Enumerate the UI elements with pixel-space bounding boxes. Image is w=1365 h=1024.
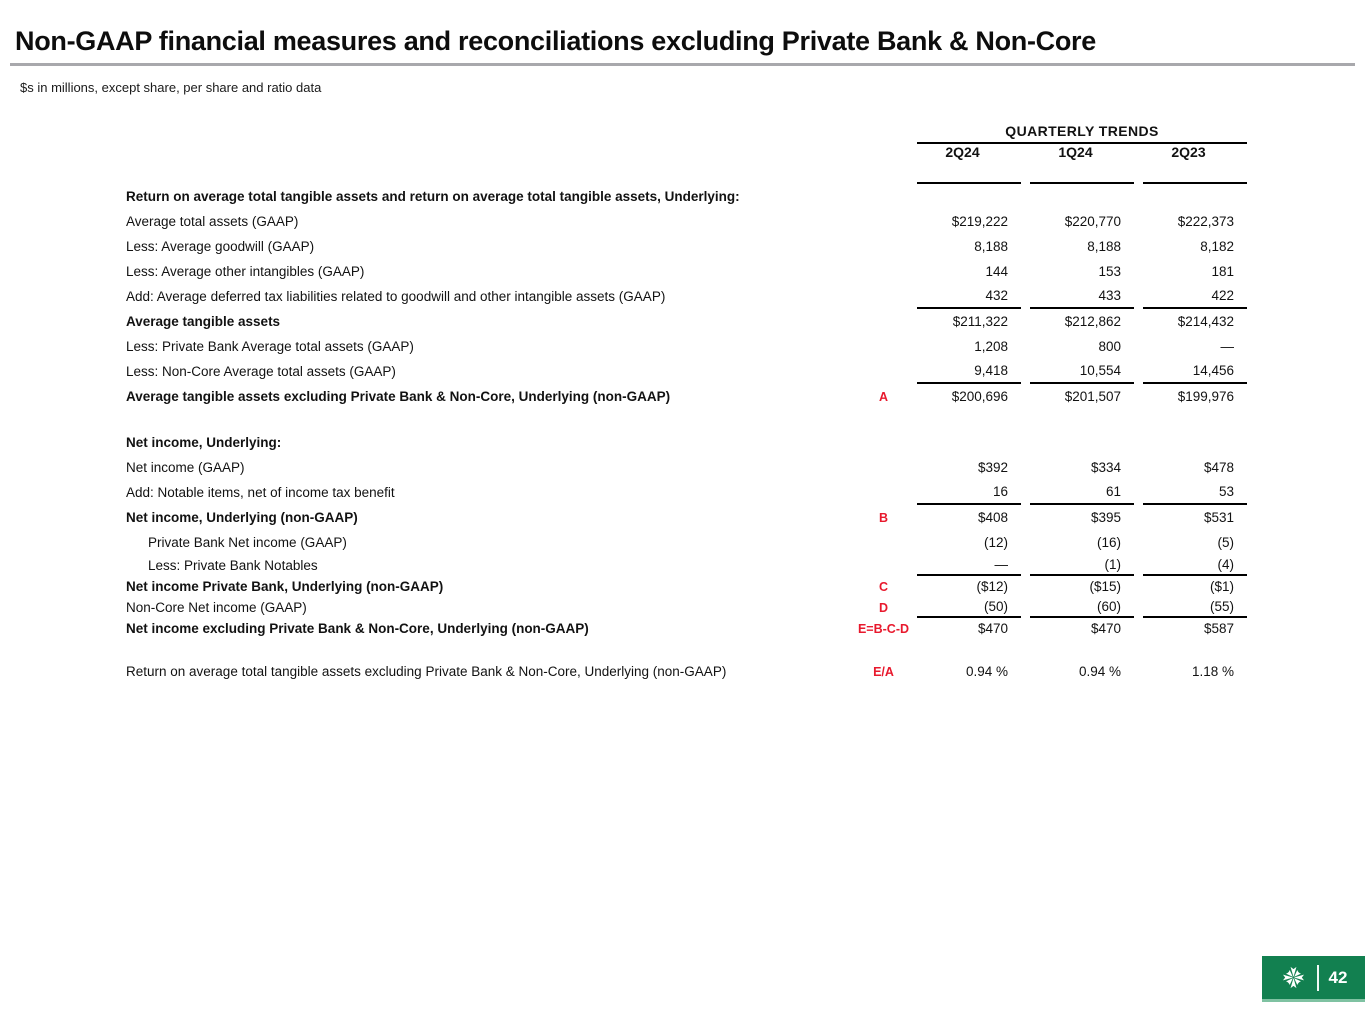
- row-label: Less: Private Bank Average total assets (GAAP): [126, 339, 414, 354]
- value-cell: ($12): [976, 579, 1008, 594]
- value-cell: 14,456: [1143, 359, 1247, 384]
- row-label: Average tangible assets: [126, 314, 281, 329]
- row-label: Private Bank Net income (GAAP): [148, 535, 347, 550]
- row-label: Return on average total tangible assets excluding Private Bank & Non-Core, Underlying (non-GAAP): [126, 664, 727, 679]
- table-row: [126, 209, 1247, 234]
- table-row: [126, 555, 1247, 576]
- section-spacer: [126, 409, 1247, 430]
- value-cell: (55): [1143, 597, 1247, 618]
- value-cell: 800: [1098, 339, 1121, 354]
- value-cell: $334: [1090, 460, 1121, 475]
- table-row: [126, 455, 1247, 480]
- footer-divider: [1317, 965, 1319, 991]
- row-label: Non-Core Net income (GAAP): [126, 600, 307, 615]
- value-cell: (4): [1143, 555, 1247, 576]
- value-cell: $199,976: [1177, 389, 1234, 404]
- value-cell: [917, 430, 1021, 455]
- value-cell: $222,373: [1177, 214, 1234, 229]
- title-divider: [10, 63, 1355, 66]
- value-cell: [917, 184, 1021, 209]
- table-row: [126, 234, 1247, 259]
- value-cell: $201,507: [1064, 389, 1121, 404]
- value-cell: 153: [1098, 264, 1121, 279]
- value-cell: 8,188: [1087, 239, 1121, 254]
- value-cell: $587: [1203, 621, 1234, 636]
- units-note: $s in millions, except share, per share and ratio data: [20, 80, 322, 95]
- value-cell: 9,418: [917, 359, 1021, 384]
- row-label: Less: Private Bank Notables: [148, 558, 318, 573]
- value-cell: (1): [1030, 555, 1134, 576]
- value-cell: [1143, 430, 1247, 455]
- page-title: Non-GAAP financial measures and reconciliations excluding Private Bank & Non-Core: [15, 26, 1096, 56]
- row-ref-letter: B: [878, 510, 889, 525]
- row-label: Less: Non-Core Average total assets (GAAP): [126, 364, 396, 379]
- value-cell: (16): [1096, 535, 1121, 550]
- value-cell: 1,208: [974, 339, 1008, 354]
- column-header-2Q23: 2Q23: [1143, 144, 1247, 184]
- value-cell: (12): [983, 535, 1008, 550]
- row-label: Return on average total tangible assets and return on average total tangible assets, Underlying:: [126, 189, 740, 204]
- row-label: Net income excluding Private Bank & Non-Core, Underlying (non-GAAP): [126, 621, 589, 636]
- table-row: [126, 284, 1247, 309]
- reconciliation-table: [126, 112, 1247, 684]
- row-label: Less: Average other intangibles (GAAP): [126, 264, 365, 279]
- table-body: [126, 144, 1247, 684]
- value-cell: [1143, 184, 1247, 209]
- table-row: [126, 184, 1247, 209]
- value-cell: ($15): [1089, 579, 1121, 594]
- row-label: Add: Notable items, net of income tax benefit: [126, 485, 395, 500]
- value-cell: $395: [1090, 510, 1121, 525]
- table-row: [126, 359, 1247, 384]
- column-header-row: [126, 144, 1247, 184]
- row-label: Average total assets (GAAP): [126, 214, 299, 229]
- value-cell: $531: [1203, 510, 1234, 525]
- page-number: 42: [1328, 967, 1348, 987]
- section-spacer: [126, 639, 1247, 659]
- table-group-header: QUARTERLY TRENDS: [917, 123, 1247, 144]
- citizens-pinwheel-icon: [1280, 964, 1307, 991]
- value-cell: 16: [917, 480, 1021, 505]
- row-ref-letter: C: [878, 579, 889, 594]
- quarterly-trends-header-row: [126, 112, 1247, 144]
- table-row: [126, 618, 1247, 639]
- column-header-1Q24: 1Q24: [1030, 144, 1134, 184]
- value-cell: 8,188: [974, 239, 1008, 254]
- table-row: [126, 430, 1247, 455]
- value-cell: $220,770: [1064, 214, 1121, 229]
- value-cell: 8,182: [1200, 239, 1234, 254]
- value-cell: 0.94 %: [1078, 664, 1121, 679]
- table-row: [126, 505, 1247, 530]
- value-cell: (50): [917, 597, 1021, 618]
- table-row: [126, 334, 1247, 359]
- column-header-2Q24: 2Q24: [917, 144, 1021, 184]
- value-cell: [1030, 430, 1134, 455]
- value-cell: $211,322: [952, 314, 1008, 329]
- value-cell: 433: [1030, 284, 1134, 309]
- table-row: [126, 659, 1247, 684]
- row-label: Average tangible assets excluding Private Bank & Non-Core, Underlying (non-GAAP): [126, 389, 671, 404]
- row-label: Add: Average deferred tax liabilities related to goodwill and other intangible assets (GAAP): [126, 289, 666, 304]
- table-row: [126, 576, 1247, 597]
- row-ref-letter: A: [878, 389, 889, 404]
- value-cell: [1030, 184, 1134, 209]
- value-cell: (5): [1217, 535, 1234, 550]
- value-cell: 422: [1143, 284, 1247, 309]
- value-cell: $200,696: [951, 389, 1008, 404]
- table-row: [126, 384, 1247, 409]
- row-ref-letter: E=B-C-D: [857, 621, 910, 636]
- value-cell: $214,432: [1177, 314, 1234, 329]
- row-ref-letter: E/A: [873, 664, 894, 679]
- value-cell: 10,554: [1030, 359, 1134, 384]
- value-cell: $470: [1090, 621, 1121, 636]
- row-ref-letter: D: [878, 600, 889, 615]
- value-cell: $408: [977, 510, 1008, 525]
- value-cell: (60): [1030, 597, 1134, 618]
- row-label: Net income, Underlying (non-GAAP): [126, 510, 358, 525]
- value-cell: $470: [977, 621, 1008, 636]
- row-label: Less: Average goodwill (GAAP): [126, 239, 315, 254]
- value-cell: 432: [917, 284, 1021, 309]
- value-cell: 53: [1143, 480, 1247, 505]
- value-cell: $212,862: [1064, 314, 1121, 329]
- value-cell: 61: [1030, 480, 1134, 505]
- value-cell: —: [1220, 339, 1234, 354]
- value-cell: $478: [1203, 460, 1234, 475]
- value-cell: —: [917, 555, 1021, 576]
- footer-logo-badge: [1262, 956, 1365, 1002]
- value-cell: $219,222: [951, 214, 1008, 229]
- value-cell: 0.94 %: [965, 664, 1008, 679]
- value-cell: 181: [1211, 264, 1234, 279]
- table-row: [126, 530, 1247, 555]
- row-label: Net income Private Bank, Underlying (non-GAAP): [126, 579, 444, 594]
- row-label: Net income, Underlying:: [126, 435, 282, 450]
- value-cell: 1.18 %: [1191, 664, 1234, 679]
- table-row: [126, 309, 1247, 334]
- table-row: [126, 480, 1247, 505]
- table-row: [126, 259, 1247, 284]
- row-label: Net income (GAAP): [126, 460, 245, 475]
- value-cell: $392: [977, 460, 1008, 475]
- table-row: [126, 597, 1247, 618]
- value-cell: ($1): [1209, 579, 1234, 594]
- value-cell: 144: [985, 264, 1008, 279]
